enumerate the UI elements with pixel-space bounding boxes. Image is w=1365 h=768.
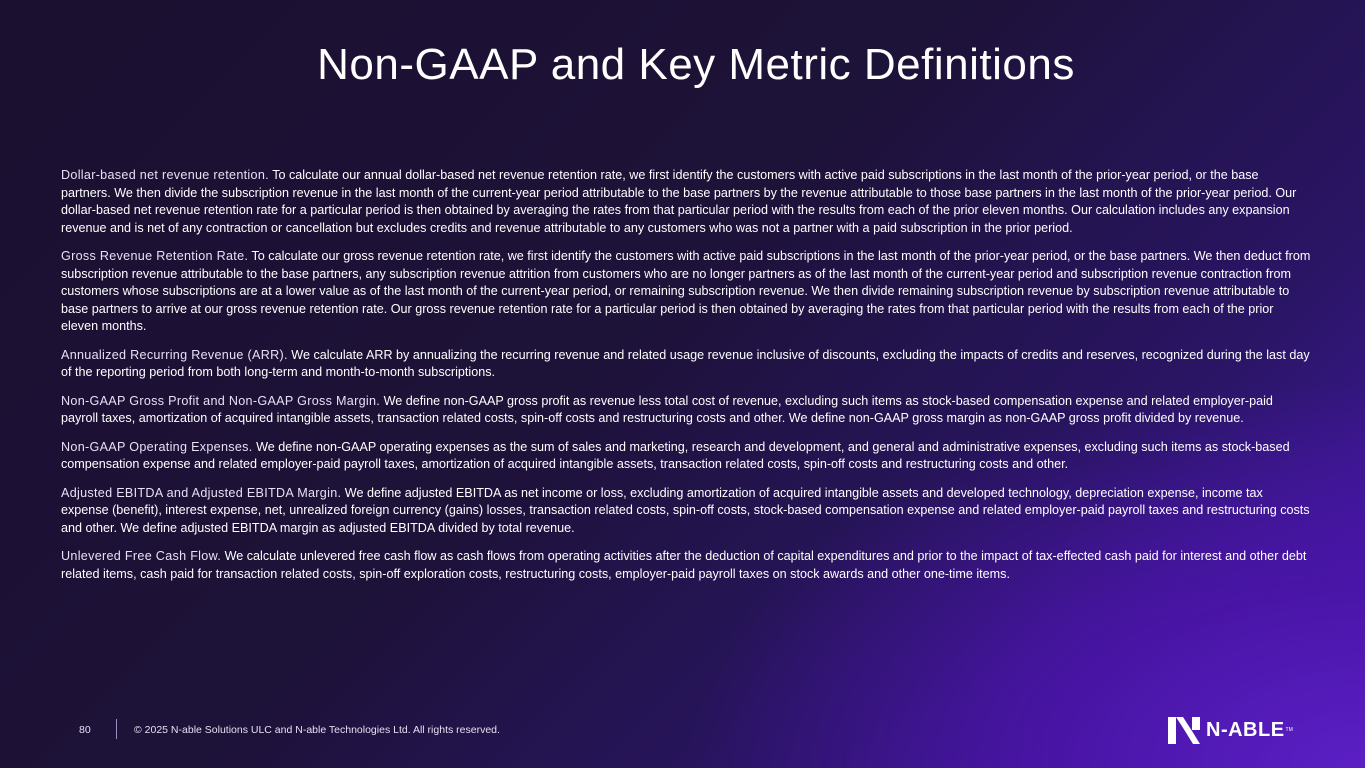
definition-text: We define non-GAAP gross profit as revenue less total cost of revenue, excluding such items as stock-based compensation expense and related employer-paid payroll taxes, amortization of acquired intangible assets, transaction related costs, spin-off costs and restructuring costs and other. We define non-GAAP gross margin as non-GAAP gross profit divided by revenue.	[61, 393, 1273, 425]
definition-term: Non-GAAP Operating Expenses.	[61, 439, 253, 454]
copyright-notice: © 2025 N-able Solutions ULC and N-able Technologies Ltd. All rights reserved.	[134, 724, 500, 736]
definition-non-gaap-gross-profit	[61, 393, 1311, 428]
logo-wordmark: N-ABLE	[1206, 718, 1285, 741]
definition-unlevered-free-cash-flow	[61, 548, 1311, 583]
definition-non-gaap-operating-expenses	[61, 439, 1311, 474]
definitions-list	[61, 167, 1311, 594]
definition-text: We calculate unlevered free cash flow as cash flows from operating activities after the deduction of capital expenditures and prior to the impact of tax-effected cash paid for interest and other debt related items, cash paid for transaction related costs, spin-off exploration costs, restructuring costs, employer-paid payroll taxes on stock awards and other one-time items.	[61, 549, 1307, 581]
footer-divider	[116, 719, 117, 739]
definition-term: Unlevered Free Cash Flow.	[61, 549, 222, 563]
definition-term: Dollar-based net revenue retention.	[61, 168, 269, 182]
page-number: 80	[79, 724, 91, 736]
definition-text: We define non-GAAP operating expenses as the sum of sales and marketing, research and development, and general and administrative expenses, excluding such items as stock-based compensation expense and related employer-paid payroll taxes, amortization of acquired intangible assets, transaction related costs, spin-off costs and restructuring costs and other.	[61, 439, 1290, 471]
n-able-logo	[1168, 716, 1293, 744]
definition-term: Adjusted EBITDA and Adjusted EBITDA Margin.	[61, 485, 342, 500]
definition-term: Non-GAAP Gross Profit and Non-GAAP Gross Margin.	[61, 393, 381, 408]
n-able-logo-icon	[1168, 717, 1200, 744]
definition-text: We define adjusted EBITDA as net income or loss, excluding amortization of acquired intangible assets and developed technology, depreciation expense, income tax expense (benefit), interest expense, net, unrealized foreign currency (gains) losses, transaction related costs, spin-off costs, stock-based compensation expense and related employer-paid payroll taxes and restructuring costs and other. We define adjusted EBITDA margin as adjusted EBITDA divided by total revenue.	[61, 485, 1310, 535]
definition-text: To calculate our annual dollar-based net revenue retention rate, we first identify the customers with active paid subscriptions in the last month of the prior-year period, or the base partners. We then divide the subscription revenue in the last month of the current-year period attributable to the base partners by the revenue attributable to those base partners in the last month of the prior-year period. Our dollar-based net revenue retention rate for a particular period is then obtained by averaging the rates from that particular period with the results from each of the prior eleven months. Our calculation includes any expansion revenue and is net of any contraction or cancellation but excludes credits and revenue attributable to any customers who was not a partner with a paid subscription in the prior period.	[61, 168, 1297, 235]
definition-text: We calculate ARR by annualizing the recurring revenue and related usage revenue inclusive of discounts, excluding the impacts of credits and reserves, recognized during the last day of the reporting period from both long-term and month-to-month subscriptions.	[61, 347, 1310, 379]
page-title: Non-GAAP and Key Metric Definitions	[317, 40, 1075, 89]
definition-gross-revenue-retention-rate	[61, 248, 1311, 336]
definition-arr	[61, 347, 1311, 382]
definition-adjusted-ebitda	[61, 485, 1311, 538]
definition-dollar-based-net-revenue-retention	[61, 167, 1311, 237]
trademark-symbol: TM	[1285, 727, 1293, 733]
definition-text: To calculate our gross revenue retention rate, we first identify the customers with active paid subscriptions in the last month of the prior-year period, or the base partners. We then deduct from subscription revenue attributable to the base partners, any subscription revenue attrition from customers who are no longer partners as of the last month of the current-year period and subscription revenue contraction from customers whose subscriptions are at a lower value as of the last month of the current-year period, or remaining subscription revenue. We then divide remaining subscription revenue by subscription revenue attributable to base partners to arrive at our gross revenue retention rate. Our gross revenue retention rate for a particular period is then obtained by averaging the rates from that particular period with the results from each of the prior eleven months.	[61, 249, 1311, 333]
definition-term: Gross Revenue Retention Rate.	[61, 249, 249, 263]
definition-term: Annualized Recurring Revenue (ARR).	[61, 347, 288, 362]
